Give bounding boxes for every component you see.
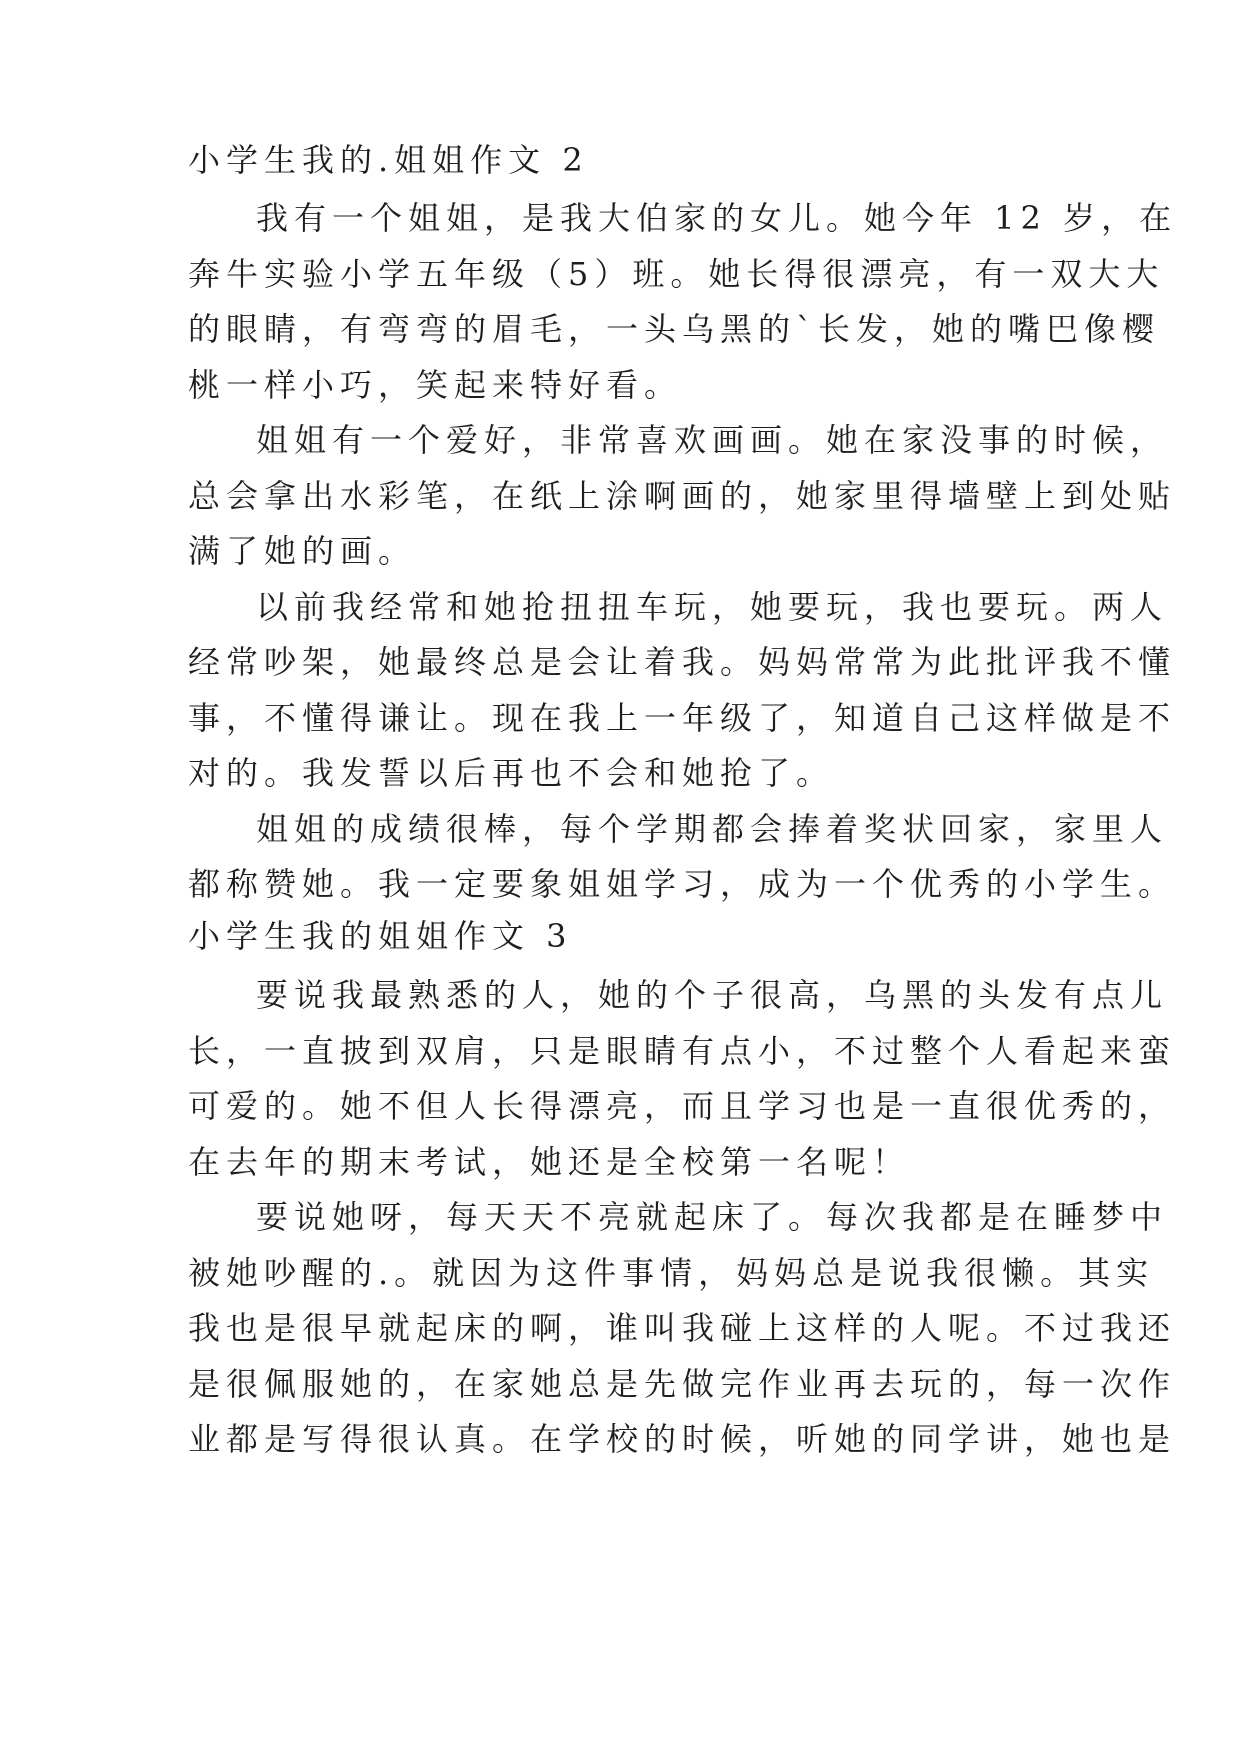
essay-2-paragraph-1-line-2: 奔牛实验小学五年级（5）班。她长得很漂亮，有一双大大 [188,255,1165,293]
essay-3-title: 小学生我的姐姐作文 3 [188,917,573,955]
essay-2-paragraph-4-line-1: 姐姐的成绩很棒，每个学期都会捧着奖状回家，家里人 [256,810,1169,848]
essay-2-paragraph-2-line-3: 满了她的画。 [188,532,417,570]
essay-2-paragraph-3-line-4: 对的。我发誓以后再也不会和她抢了。 [188,754,835,792]
essay-3-paragraph-1-line-3: 可爱的。她不但人长得漂亮，而且学习也是一直很优秀的， [188,1087,1177,1125]
essay-2-paragraph-1-line-1: 我有一个姐姐，是我大伯家的女儿。她今年 12 岁，在 [256,199,1178,237]
essay-2-paragraph-4-line-2: 都称赞她。我一定要象姐姐学习，成为一个优秀的小学生。 [188,865,1177,903]
essay-3-paragraph-1-line-1: 要说我最熟悉的人，她的个子很高，乌黑的头发有点儿 [256,976,1169,1014]
essay-3-paragraph-2-line-2: 被她吵醒的.。就因为这件事情，妈妈总是说我很懒。其实 [188,1254,1155,1292]
essay-2-paragraph-2-line-1: 姐姐有一个爱好，非常喜欢画画。她在家没事的时候， [256,421,1169,459]
essay-2-paragraph-3-line-1: 以前我经常和她抢扭扭车玩，她要玩，我也要玩。两人 [256,588,1169,626]
essay-3-paragraph-2-line-5: 业都是写得很认真。在学校的时候，听她的同学讲，她也是 [188,1420,1177,1458]
essay-3-paragraph-2-line-4: 是很佩服她的，在家她总是先做完作业再去玩的，每一次作 [188,1365,1177,1403]
essay-3-paragraph-2-line-1: 要说她呀，每天天不亮就起床了。每次我都是在睡梦中 [256,1198,1169,1236]
essay-2-title: 小学生我的.姐姐作文 2 [188,141,589,179]
essay-3-paragraph-2-line-3: 我也是很早就起床的啊，谁叫我碰上这样的人呢。不过我还 [188,1309,1177,1347]
essay-2-paragraph-1-line-3: 的眼睛，有弯弯的眉毛，一头乌黑的`长发，她的嘴巴像樱 [188,310,1161,348]
essay-2-paragraph-1-line-4: 桃一样小巧，笑起来特好看。 [188,366,683,404]
essay-3-paragraph-1-line-4: 在去年的期末考试，她还是全校第一名呢！ [188,1143,911,1181]
essay-3-paragraph-1-line-2: 长，一直披到双肩，只是眼睛有点小，不过整个人看起来蛮 [188,1032,1177,1070]
essay-2-paragraph-3-line-3: 事，不懂得谦让。现在我上一年级了，知道自己这样做是不 [188,699,1177,737]
essay-2-paragraph-3-line-2: 经常吵架，她最终总是会让着我。妈妈常常为此批评我不懂 [188,643,1177,681]
essay-2-paragraph-2-line-2: 总会拿出水彩笔，在纸上涂啊画的，她家里得墙壁上到处贴 [188,477,1177,515]
